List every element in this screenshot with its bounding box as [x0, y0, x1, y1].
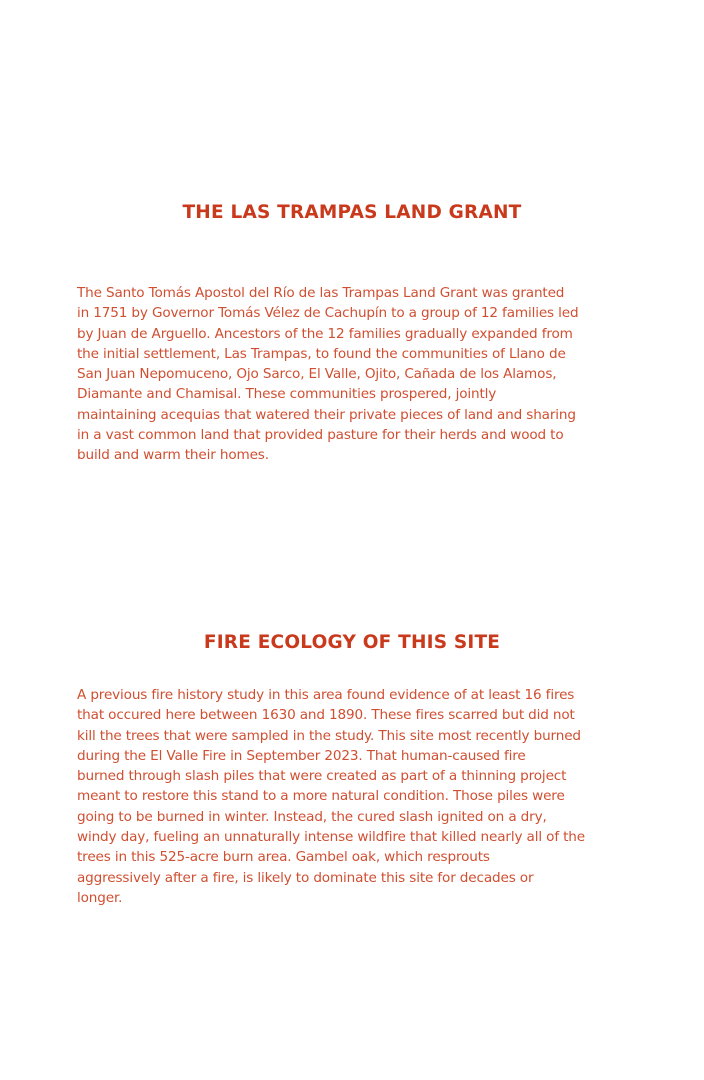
land-grant-paragraph: The Santo Tomás Apostol del Río de las Trampas Land Grant was granted in 1751 by Governor Tomás Vélez de Cachupín to a group of 12 families led by Juan de Arguello. Ancestors of the 12 families gradually expanded from the initial settlement, Las Trampas, to found the communities of Llano de San Juan Nepomuceno, Ojo Sarco, El Valle, Ojito, Cañada de los Alamos, Diamante and Chamisal. These communities prospered, jointly maintaining acequias that watered their private pieces of land and sharing in a vast common land that provided pasture for their herds and wood to build and warm their homes. — [77, 285, 579, 464]
fire-ecology-heading: FIRE ECOLOGY OF THIS SITE — [203, 632, 501, 653]
fire-ecology-paragraph: A previous fire history study in this area found evidence of at least 16 fires that occured here between 1630 and 1890. These fires scarred but did not kill the trees that were sampled in the study. This site most recently burned during the El Valle Fire in September 2023. That human-caused fire burned through slash piles that were created as part of a thinning project meant to restore this stand to a more natural condition. Those piles were going to be burned in winter. Instead, the cured slash ignited on a dry, windy day, fueling an unnaturally intense wildfire that killed nearly all of the trees in this 525-acre burn area. Gambel oak, which resprouts aggressively after a fire, is likely to dominate this site for decades or longer. — [77, 687, 585, 906]
land-grant-heading: THE LAS TRAMPAS LAND GRANT — [182, 202, 522, 223]
